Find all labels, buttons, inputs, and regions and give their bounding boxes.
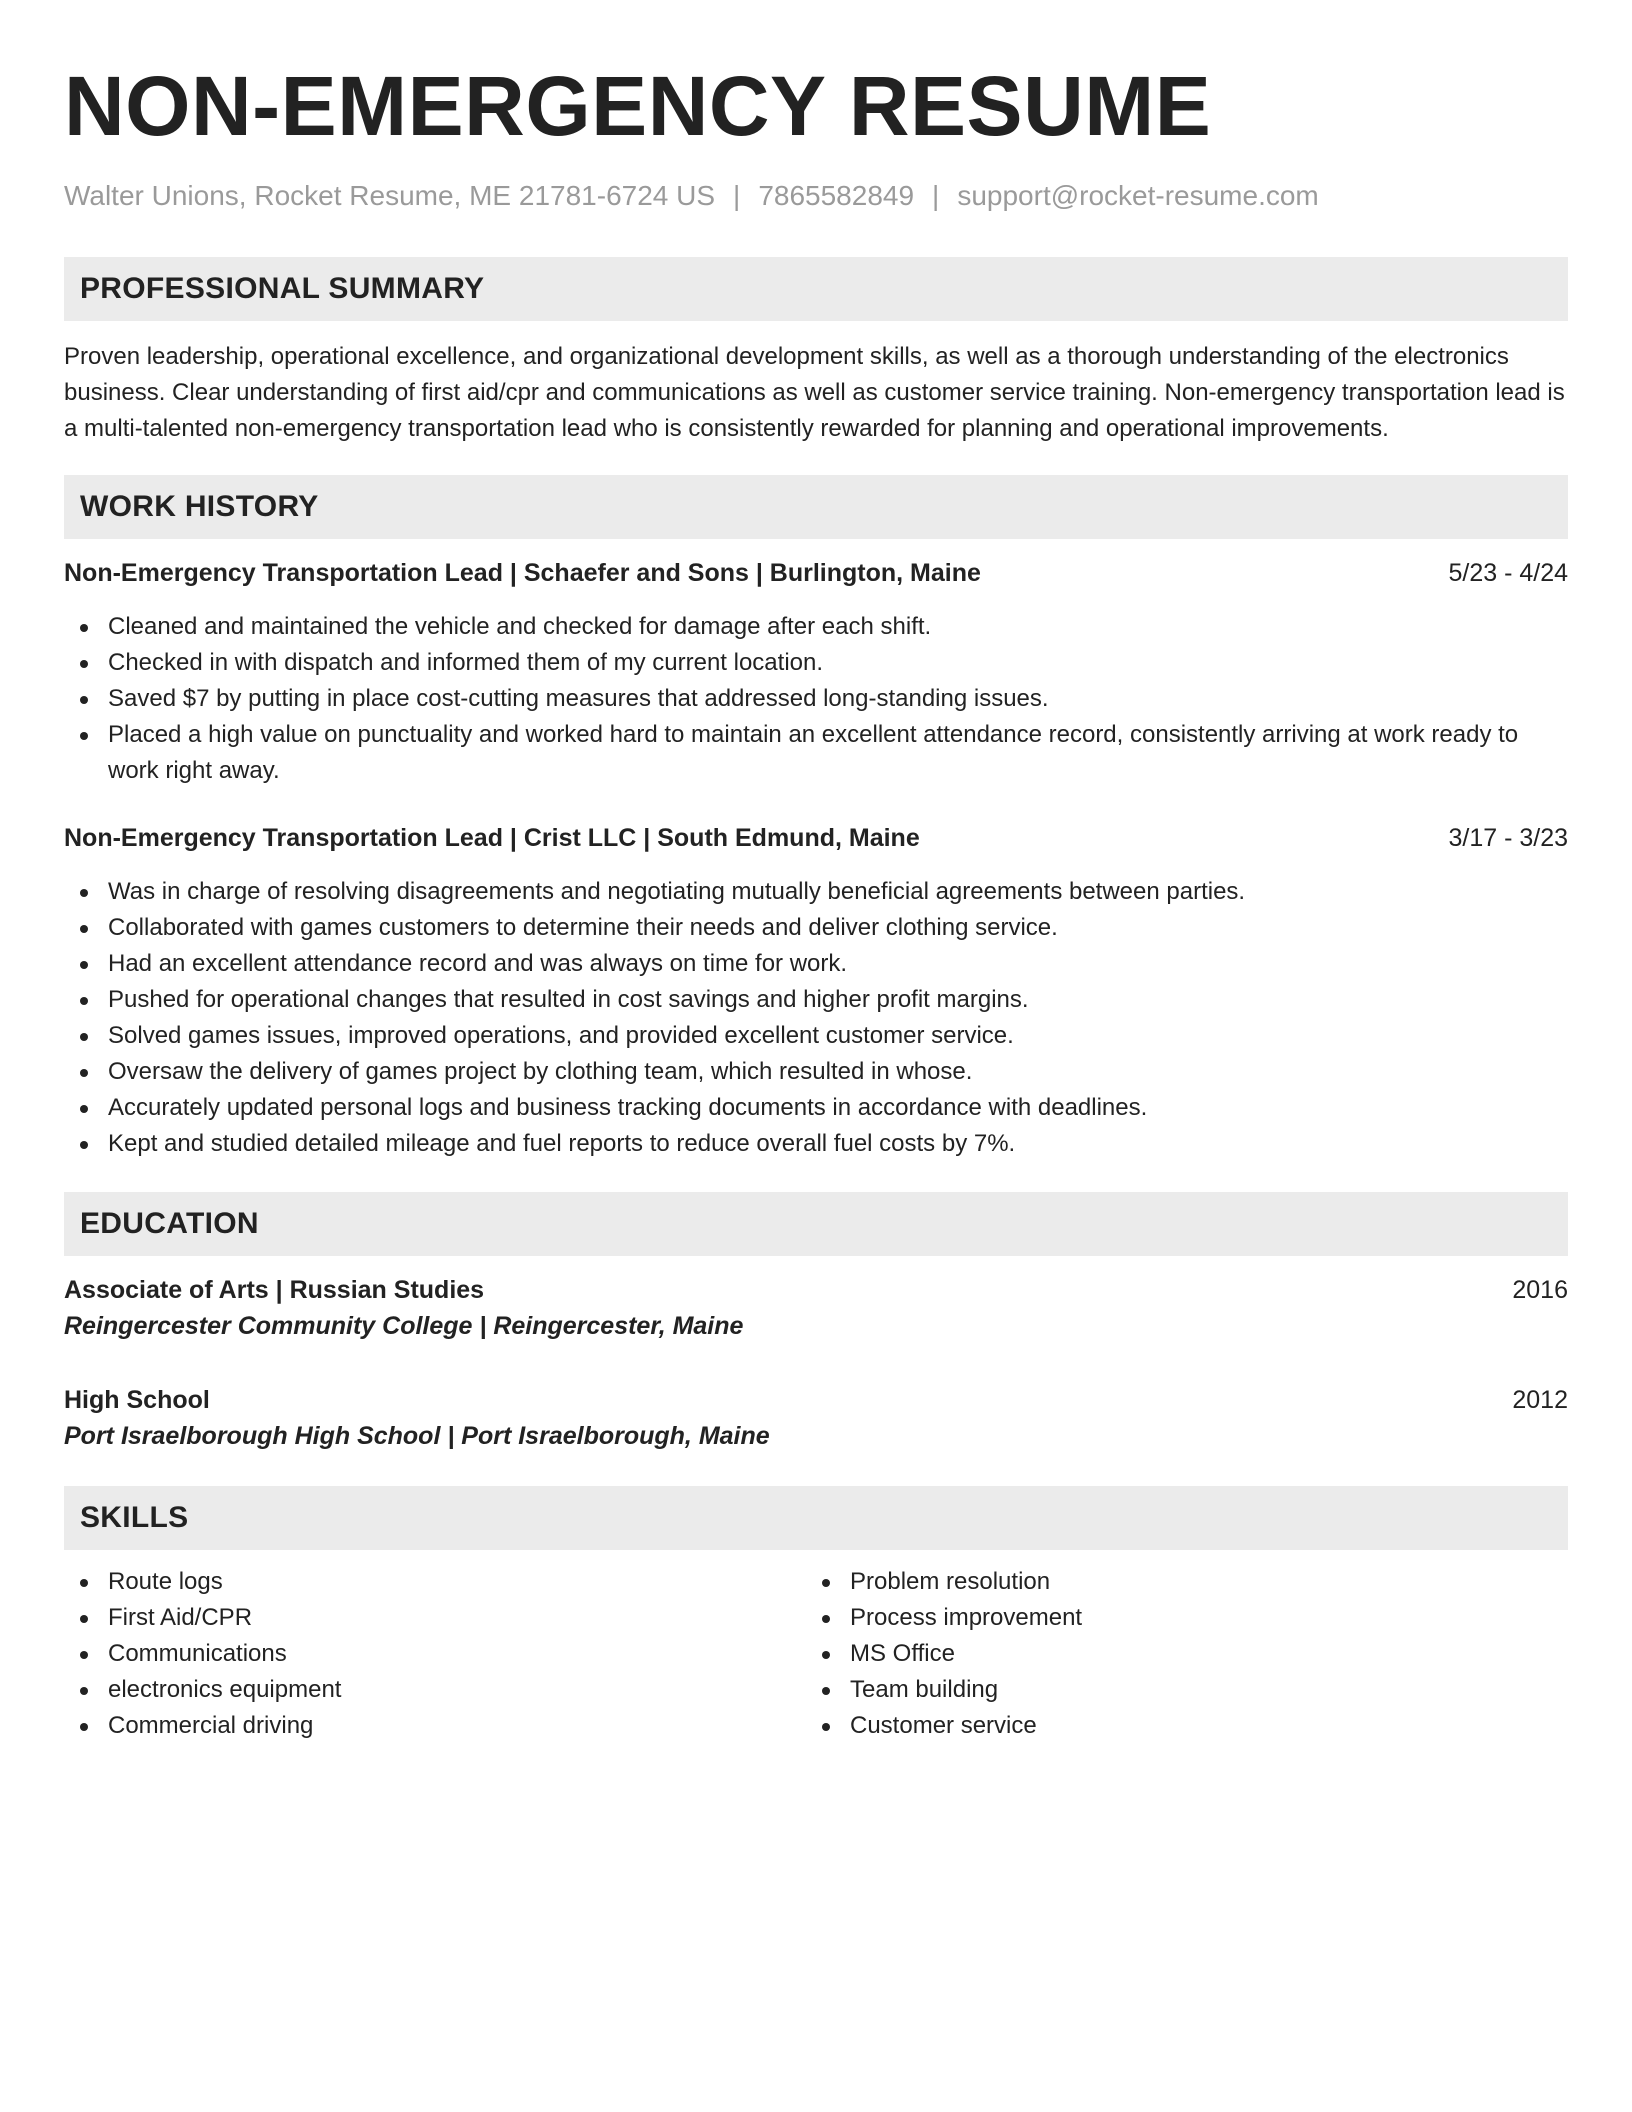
- education-year: 2016: [1512, 1276, 1568, 1304]
- job-title: Non-Emergency Transportation Lead | Crist LLC | South Edmund, Maine: [64, 824, 920, 852]
- skill-item: Problem resolution: [850, 1564, 1548, 1600]
- section-header-summary: PROFESSIONAL SUMMARY: [64, 257, 1568, 321]
- skill-item: Commercial driving: [108, 1708, 806, 1744]
- job-header: [64, 820, 1568, 856]
- list-item: Was in charge of resolving disagreements and negotiating mutually beneficial agreements between parties.: [108, 874, 1568, 910]
- list-item: Had an excellent attendance record and was always on time for work.: [108, 946, 1568, 982]
- resume-page: [64, 56, 1568, 1744]
- section-header-education: EDUCATION: [64, 1192, 1568, 1256]
- job-bullets: [64, 609, 1568, 789]
- education-degree: High School: [64, 1386, 210, 1414]
- skill-item: electronics equipment: [108, 1672, 806, 1708]
- skill-item: Customer service: [850, 1708, 1548, 1744]
- skill-item: Team building: [850, 1672, 1548, 1708]
- list-item: Checked in with dispatch and informed them of my current location.: [108, 645, 1568, 681]
- list-item: Oversaw the delivery of games project by clothing team, which resulted in whose.: [108, 1054, 1568, 1090]
- skills-column-left: [64, 1564, 806, 1744]
- contact-line: [64, 178, 1568, 214]
- skills-column-right: [806, 1564, 1548, 1744]
- skill-item: Process improvement: [850, 1600, 1548, 1636]
- list-item: Kept and studied detailed mileage and fuel reports to reduce overall fuel costs by 7%.: [108, 1126, 1568, 1162]
- contact-separator: |: [932, 180, 940, 211]
- job-entry: [64, 820, 1568, 1162]
- job-entry: [64, 555, 1568, 789]
- job-dates: 5/23 - 4/24: [1448, 559, 1568, 587]
- education-school: Port Israelborough High School | Port Israelborough, Maine: [64, 1422, 770, 1450]
- section-header-work-history: WORK HISTORY: [64, 475, 1568, 539]
- list-item: Solved games issues, improved operations, and provided excellent customer service.: [108, 1018, 1568, 1054]
- skills-list: [806, 1564, 1548, 1744]
- job-title: Non-Emergency Transportation Lead | Schaefer and Sons | Burlington, Maine: [64, 559, 981, 587]
- list-item: Saved $7 by putting in place cost-cutting measures that addressed long-standing issues.: [108, 681, 1568, 717]
- job-header: [64, 555, 1568, 591]
- skills-list: [64, 1564, 806, 1744]
- education-school: Reingercester Community College | Reingercester, Maine: [64, 1312, 744, 1340]
- resume-title: NON-EMERGENCY RESUME: [64, 59, 1212, 153]
- contact-email: support@rocket-resume.com: [957, 180, 1319, 211]
- job-dates: 3/17 - 3/23: [1448, 824, 1568, 852]
- list-item: Accurately updated personal logs and business tracking documents in accordance with deadlines.: [108, 1090, 1568, 1126]
- list-item: Collaborated with games customers to determine their needs and deliver clothing service.: [108, 910, 1568, 946]
- list-item: Pushed for operational changes that resulted in cost savings and higher profit margins.: [108, 982, 1568, 1018]
- skill-item: Communications: [108, 1636, 806, 1672]
- summary-text: Proven leadership, operational excellence, and organizational development skills, as well as a thorough understanding of the electronics business. Clear understanding of first aid/cpr and communications as well as customer service training. Non-emergency transportation lead is a multi-talented non-emergency transportation lead who is consistently rewarded for planning and operational improvements.: [64, 343, 1565, 442]
- skill-item: First Aid/CPR: [108, 1600, 806, 1636]
- education-header: [64, 1382, 1568, 1418]
- education-degree: Associate of Arts | Russian Studies: [64, 1276, 485, 1304]
- section-header-skills: SKILLS: [64, 1486, 1568, 1550]
- skill-item: MS Office: [850, 1636, 1548, 1672]
- education-year: 2012: [1512, 1386, 1568, 1414]
- education-entry: [64, 1382, 1568, 1454]
- skill-item: Route logs: [108, 1564, 806, 1600]
- list-item: Placed a high value on punctuality and worked hard to maintain an excellent attendance record, consistently arriving at work ready to work right away.: [108, 717, 1568, 789]
- contact-phone: 7865582849: [758, 180, 915, 211]
- contact-address: Walter Unions, Rocket Resume, ME 21781-6724 US: [64, 180, 716, 211]
- education-entry: [64, 1272, 1568, 1344]
- job-bullets: [64, 874, 1568, 1162]
- contact-separator: |: [733, 180, 741, 211]
- list-item: Cleaned and maintained the vehicle and checked for damage after each shift.: [108, 609, 1568, 645]
- skills-grid: [64, 1564, 1568, 1744]
- education-header: [64, 1272, 1568, 1308]
